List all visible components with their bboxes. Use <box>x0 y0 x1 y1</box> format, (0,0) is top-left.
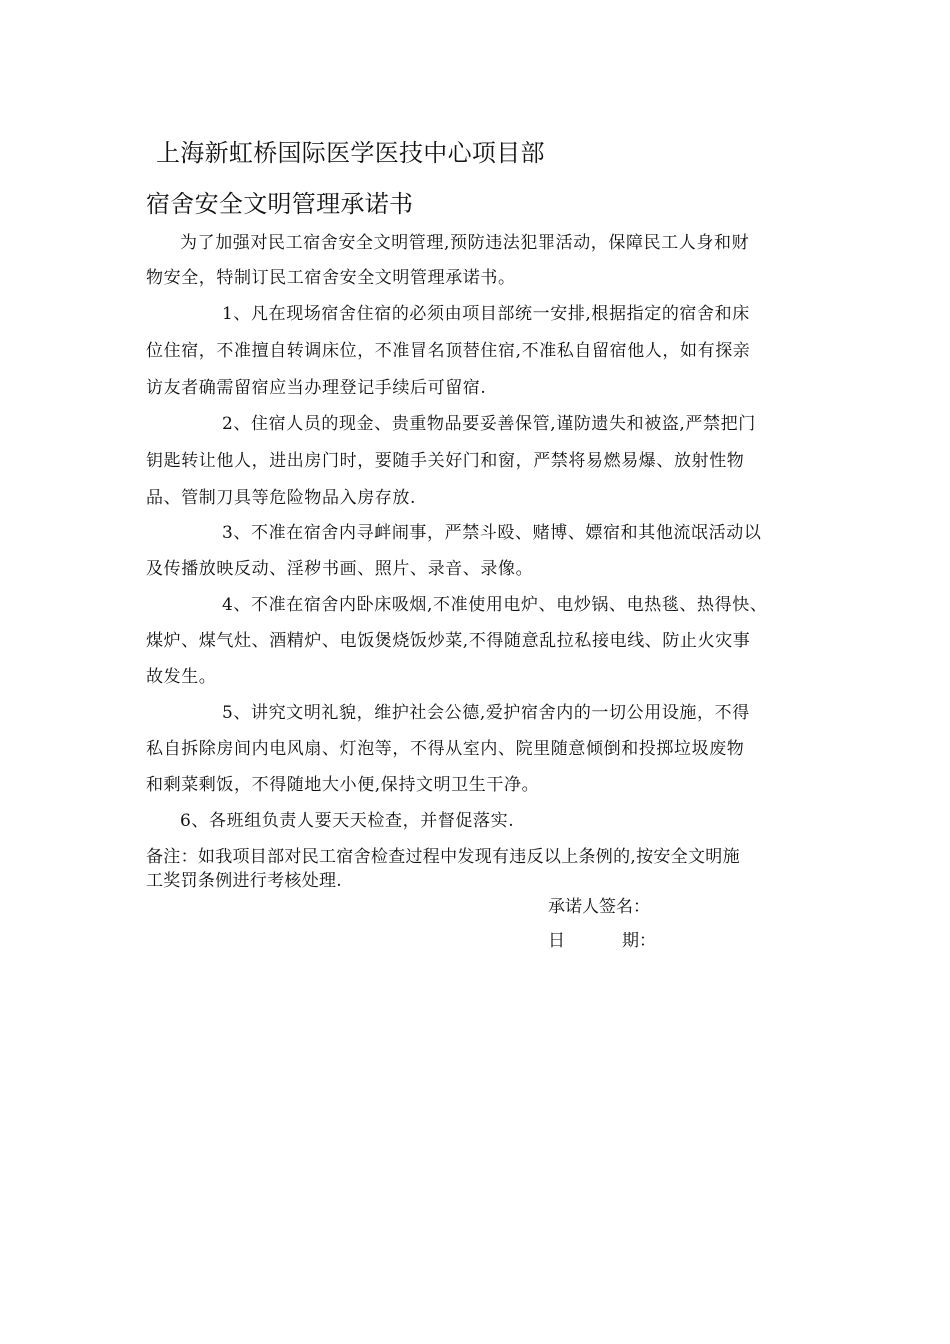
clause-1-line: 访友者确需留宿应当办理登记手续后可留宿. <box>146 378 487 398</box>
clause-6-line: 6、各班组负责人要天天检查，并督促落实. <box>180 811 515 831</box>
clause-3-line: 及传播放映反动、淫秽书画、照片、录音、录像。 <box>146 559 534 579</box>
clause-2-line: 2、住宿人员的现金、贵重物品要妥善保管,谨防遗失和被盗,严禁把门 <box>222 414 756 434</box>
clause-4-line: 4、不准在宿舍内卧床吸烟,不准使用电炉、电炒锅、电热毯、热得快、 <box>222 595 768 615</box>
clause-4-line: 故发生。 <box>146 667 217 687</box>
document-title: 宿舍安全文明管理承诺书 <box>146 190 414 218</box>
clause-4-line: 煤炉、煤气灶、酒精炉、电饭煲烧饭炒菜,不得随意乱拉私接电线、防止火灾事 <box>146 631 751 651</box>
project-title: 上海新虹桥国际医学医技中心项目部 <box>156 139 545 167</box>
date-label-left: 日 <box>548 931 565 951</box>
intro-line: 为了加强对民工宿舍安全文明管理,预防违法犯罪活动，保障民工人身和财 <box>180 233 750 253</box>
clause-5-line: 私自拆除房间内电风扇、灯泡等，不得从室内、院里随意倾倒和投掷垃圾废物 <box>146 739 745 759</box>
clause-2-line: 品、管制刀具等危险物品入房存放. <box>146 488 417 508</box>
clause-2-line: 钥匙转让他人，进出房门时，要随手关好门和窗，严禁将易燃易爆、放射性物 <box>146 451 745 471</box>
clause-5-line: 5、讲究文明礼貌，维护社会公德,爱护宿舍内的一切公用设施，不得 <box>222 703 750 723</box>
note-line: 工奖罚条例进行考核处理. <box>146 871 343 891</box>
signer-label: 承诺人签名： <box>548 897 650 917</box>
intro-line: 物安全，特制订民工宿舍安全文明管理承诺书。 <box>146 268 516 288</box>
date-label-right: 期： <box>622 931 656 951</box>
clause-5-line: 和剩菜剩饭，不得随地大小便,保持文明卫生干净。 <box>146 775 540 795</box>
note-line: 备注：如我项目部对民工宿舍检查过程中发现有违反以上条例的,按安全文明施 <box>146 847 740 867</box>
clause-3-line: 3、不准在宿舍内寻衅闹事，严禁斗殴、赌博、嫖宿和其他流氓活动以 <box>222 523 762 543</box>
clause-1-line: 位住宿，不准擅自转调床位，不准冒名顶替住宿,不准私自留宿他人，如有探亲 <box>146 341 751 361</box>
clause-1-line: 1、凡在现场宿舍住宿的必须由项目部统一安排,根据指定的宿舍和床 <box>222 304 750 324</box>
